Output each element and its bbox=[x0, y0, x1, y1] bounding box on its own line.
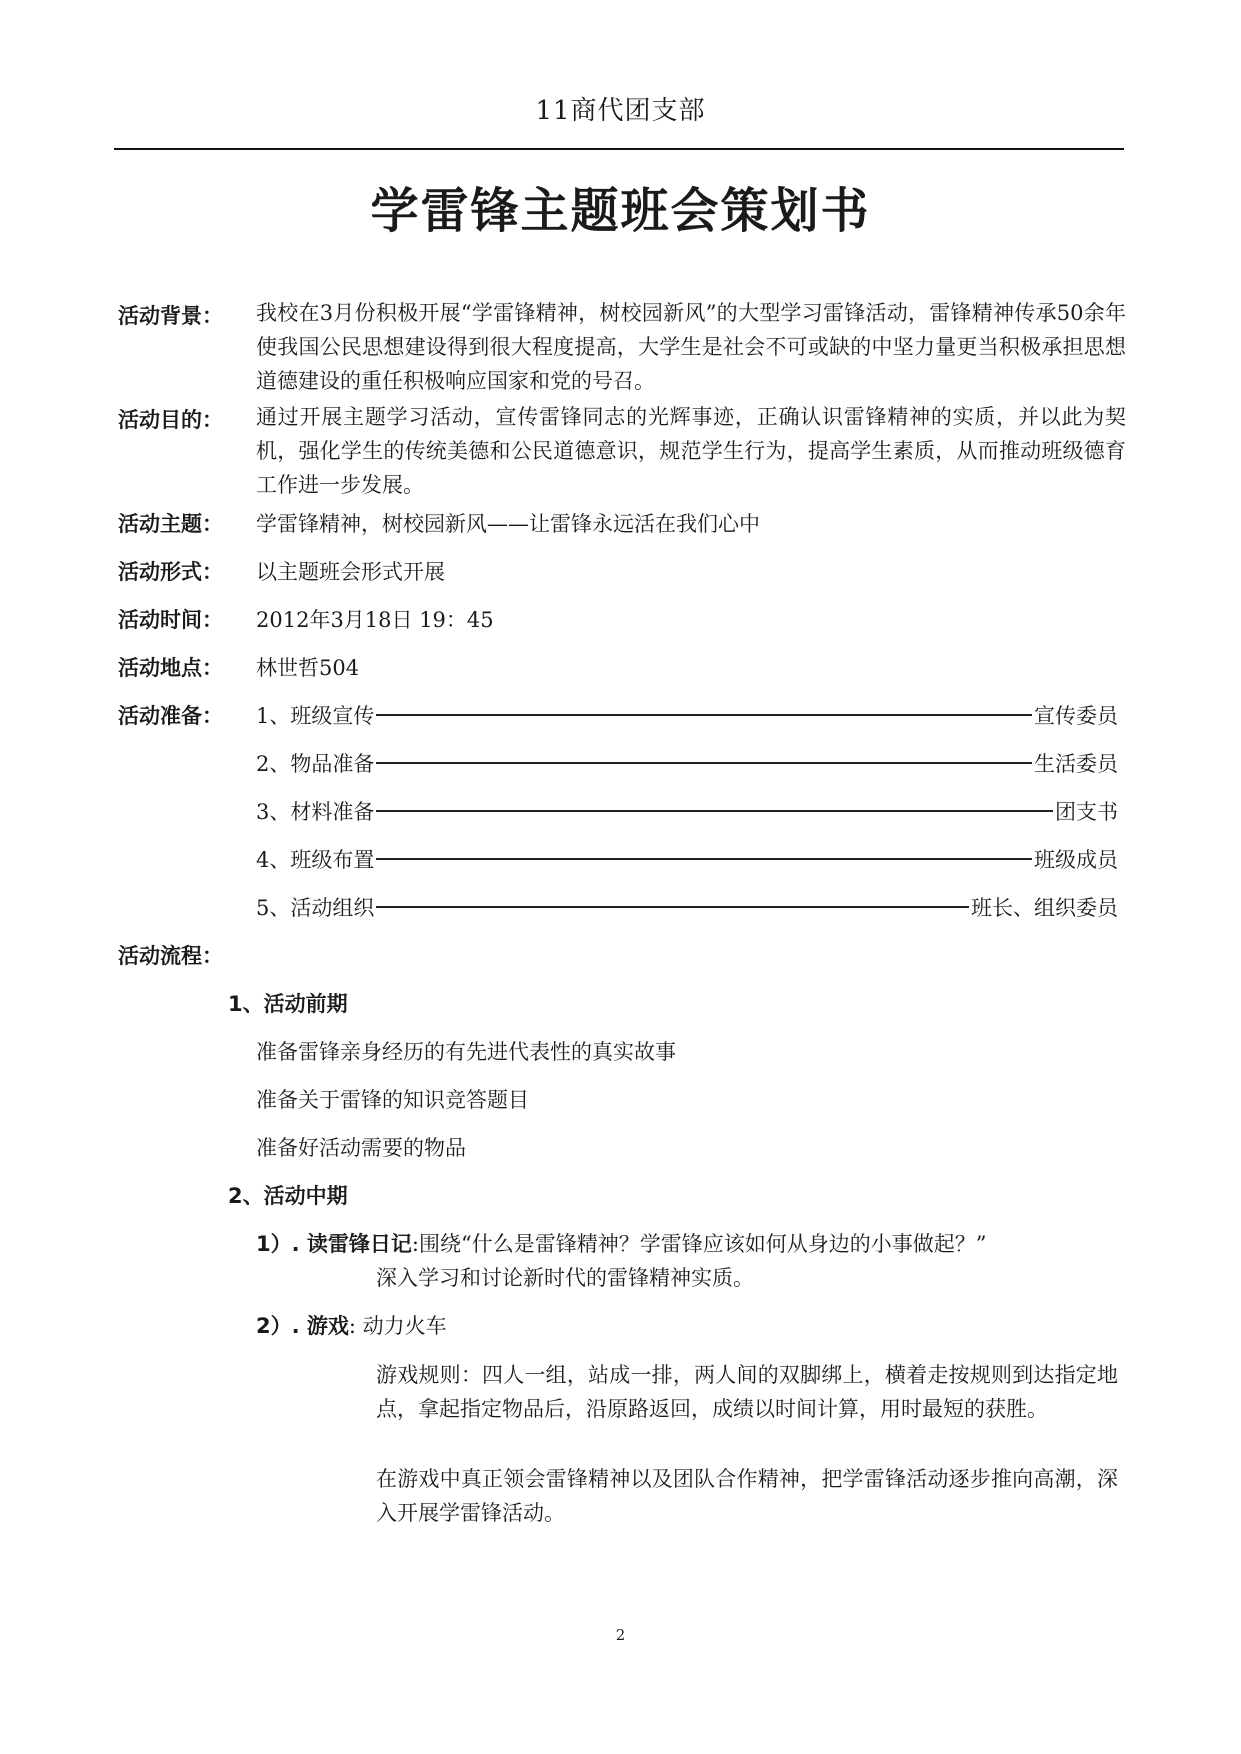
game-label: 2）. 游戏 bbox=[256, 1314, 349, 1338]
prep-owner: 班级成员 bbox=[1034, 848, 1118, 872]
prep-item bbox=[256, 796, 1118, 826]
prep-item bbox=[256, 844, 1118, 874]
prep-task: 2、物品准备 bbox=[256, 752, 375, 776]
prep-label: 活动准备： bbox=[118, 704, 223, 728]
prep-task: 5、活动组织 bbox=[256, 896, 375, 920]
form-text: 以主题班会形式开展 bbox=[256, 560, 445, 584]
background-label: 活动背景： bbox=[118, 304, 223, 328]
theme-label: 活动主题： bbox=[118, 512, 223, 536]
game-summary: 在游戏中真正领会雷锋精神以及团队合作精神，把学雷锋活动逐步推向高潮，深入开展学雷锋活动。 bbox=[376, 1467, 1118, 1525]
diary-text-continued: 深入学习和讨论新时代的雷锋精神实质。 bbox=[376, 1266, 754, 1290]
prep-item bbox=[256, 892, 1118, 922]
header-rule bbox=[114, 148, 1124, 150]
game-name: : 动力火车 bbox=[348, 1314, 447, 1338]
leader-line bbox=[376, 906, 969, 908]
page-number: 2 bbox=[615, 1626, 626, 1644]
prep-task: 4、班级布置 bbox=[256, 848, 375, 872]
purpose-label: 活动目的： bbox=[118, 408, 223, 432]
flow-early-item: 准备关于雷锋的知识竞答题目 bbox=[256, 1088, 529, 1112]
prep-owner: 班长、组织委员 bbox=[971, 896, 1118, 920]
game-rules: 游戏规则：四人一组，站成一排，两人间的双脚绑上，横着走按规则到达指定地点，拿起指定物品后，沿原路返回，成绩以时间计算，用时最短的获胜。 bbox=[376, 1363, 1118, 1421]
document-header: 11商代团支部 bbox=[535, 96, 706, 126]
prep-owner: 生活委员 bbox=[1034, 752, 1118, 776]
diary-label: 1）. 读雷锋日记 bbox=[256, 1232, 412, 1256]
form-label: 活动形式： bbox=[118, 560, 223, 584]
prep-owner: 宣传委员 bbox=[1034, 704, 1118, 728]
leader-line bbox=[376, 714, 1032, 716]
place-text: 林世哲504 bbox=[256, 656, 360, 680]
time-text: 2012年3月18日 19：45 bbox=[256, 608, 494, 632]
prep-task: 3、材料准备 bbox=[256, 800, 375, 824]
prep-item bbox=[256, 748, 1118, 778]
flow-early-title: 1、活动前期 bbox=[228, 992, 348, 1016]
document-title: 学雷锋主题班会策划书 bbox=[370, 183, 871, 239]
flow-mid-title: 2、活动中期 bbox=[228, 1184, 348, 1208]
flow-early-item: 准备好活动需要的物品 bbox=[256, 1136, 466, 1160]
purpose-text: 通过开展主题学习活动，宣传雷锋同志的光辉事迹，正确认识雷锋精神的实质，并以此为契机，强化学生的传统美德和公民道德意识，规范学生行为，提高学生素质，从而推动班级德育工作进一步发展。 bbox=[256, 405, 1126, 497]
background-text: 我校在3月份积极开展“学雷锋精神，树校园新风”的大型学习雷锋活动，雷锋精神传承50余年使我国公民思想建设得到很大程度提高，大学生是社会不可或缺的中坚力量更当积极承担思想道德建设的重任积极响应国家和党的号召。 bbox=[256, 301, 1126, 393]
place-label: 活动地点： bbox=[118, 656, 223, 680]
flow-label: 活动流程： bbox=[118, 944, 223, 968]
leader-line bbox=[376, 858, 1032, 860]
prep-owner: 团支书 bbox=[1055, 800, 1118, 824]
prep-task: 1、班级宣传 bbox=[256, 704, 375, 728]
leader-line bbox=[376, 810, 1053, 812]
time-label: 活动时间： bbox=[118, 608, 223, 632]
theme-text: 学雷锋精神，树校园新风——让雷锋永远活在我们心中 bbox=[256, 512, 760, 536]
game-line bbox=[256, 1310, 447, 1340]
leader-line bbox=[376, 762, 1032, 764]
flow-early-item: 准备雷锋亲身经历的有先进代表性的真实故事 bbox=[256, 1040, 676, 1064]
diary-text: :围绕“什么是雷锋精神？学雷锋应该如何从身边的小事做起？” bbox=[411, 1232, 987, 1256]
prep-item bbox=[256, 700, 1118, 730]
diary-line bbox=[256, 1228, 986, 1258]
